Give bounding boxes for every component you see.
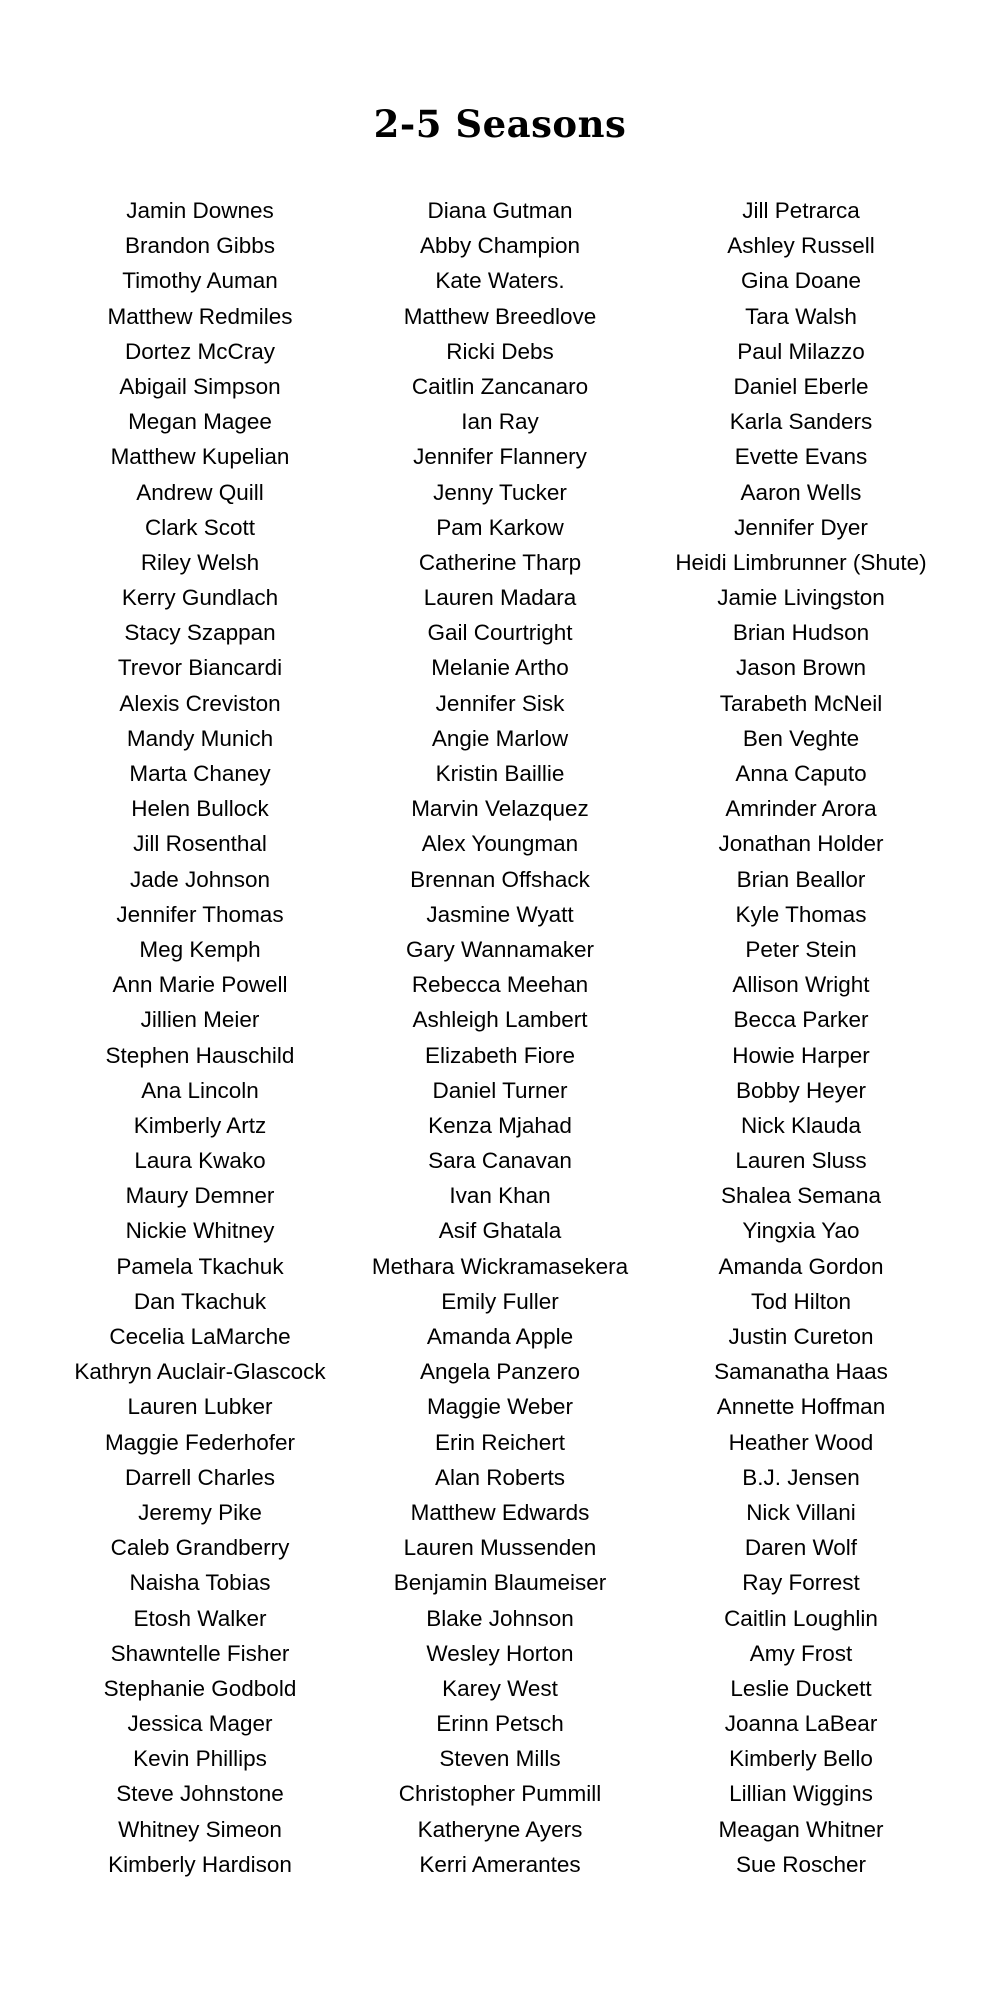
name-list-item: Alexis Creviston — [119, 690, 281, 716]
name-list-item: Joanna LaBear — [724, 1711, 878, 1737]
name-list-item: Ian Ray — [461, 409, 539, 435]
name-list-item: Kimberly Hardison — [108, 1851, 292, 1877]
name-list-item: Jill Petrarca — [742, 198, 860, 223]
name-list-item: Allison Wright — [732, 972, 870, 998]
name-list-item: Andrew Quill — [136, 479, 264, 505]
name-list-item: Justin Cureton — [728, 1324, 874, 1349]
name-list-item: Shalea Semana — [720, 1183, 882, 1209]
name-list-item: Gail Courtright — [427, 620, 573, 646]
name-list-item: Abigail Simpson — [119, 373, 281, 399]
name-list-item: Paul Milazzo — [737, 338, 865, 364]
name-list-item: Ashleigh Lambert — [412, 1007, 588, 1033]
name-list-item: Kevin Phillips — [133, 1746, 267, 1772]
name-list-item: Shawntelle Fisher — [110, 1640, 290, 1666]
name-list-item: Mandy Munich — [126, 725, 274, 751]
name-list-item: Nick Villani — [746, 1499, 856, 1525]
name-list-item: Tod Hilton — [750, 1288, 852, 1314]
name-list-item: Erinn Petsch — [436, 1711, 564, 1737]
name-list-item: Sara Canavan — [428, 1148, 572, 1174]
name-list-item: Daniel Turner — [432, 1077, 568, 1103]
name-list-item: Maury Demner — [125, 1183, 275, 1209]
name-list-item: Benjamin Blaumeiser — [393, 1570, 607, 1596]
name-list-item: Jillien Meier — [140, 1007, 260, 1033]
name-list-item: Abby Champion — [419, 233, 581, 259]
name-list-item: Ben Veghte — [742, 725, 860, 751]
name-list-item: Blake Johnson — [426, 1605, 574, 1631]
name-list-item: Pamela Tkachuk — [116, 1253, 284, 1279]
name-list-item: Lauren Sluss — [735, 1148, 867, 1174]
name-column-1 — [35, 193, 365, 1882]
name-list-item: Nick Klauda — [740, 1112, 862, 1138]
name-list-item: Riley Welsh — [140, 549, 260, 575]
name-list-item: Aaron Wells — [740, 479, 862, 505]
name-column-3 — [636, 193, 966, 1882]
name-list-item: Matthew Kupelian — [110, 444, 290, 470]
name-list-item: Jamie Livingston — [717, 585, 885, 611]
name-list-item: Brennan Offshack — [410, 866, 590, 892]
name-list-item: Amanda Apple — [426, 1324, 574, 1349]
name-list-item: Jennifer Thomas — [116, 901, 284, 927]
name-list-item: Daren Wolf — [744, 1535, 858, 1561]
name-list-item: Gina Doane — [740, 268, 862, 294]
name-list-item: Alan Roberts — [434, 1464, 566, 1490]
name-list-item: Asif Ghatala — [438, 1218, 562, 1244]
name-list-item: Kate Waters. — [435, 268, 565, 294]
name-list-item: Howie Harper — [732, 1042, 870, 1068]
name-list-item: Matthew Edwards — [410, 1499, 590, 1525]
name-list-item: Kenza Mjahad — [428, 1112, 572, 1138]
name-list-item: Stacy Szappan — [124, 620, 276, 646]
name-list-item: Catherine Tharp — [418, 549, 582, 575]
name-list-item: Lauren Madara — [423, 585, 577, 611]
name-list-item: Ashley Russell — [727, 233, 875, 259]
name-list-item: Kerri Amerantes — [419, 1851, 581, 1877]
name-list-item: Ana Lincoln — [141, 1077, 259, 1103]
name-list-item: Maggie Federhofer — [104, 1429, 296, 1455]
name-list-item: Steve Johnstone — [116, 1781, 284, 1807]
name-list-item: Karla Sanders — [729, 409, 873, 435]
name-list-item: Lauren Lubker — [127, 1394, 273, 1420]
name-list-item: Stephen Hauschild — [105, 1042, 295, 1068]
name-list-item: Heidi Limbrunner (Shute) — [675, 549, 927, 575]
name-list-item: Pam Karkow — [436, 514, 564, 540]
name-list-item: Jeremy Pike — [138, 1499, 262, 1525]
name-list-item: Whitney Simeon — [118, 1816, 282, 1842]
name-list-item: Matthew Redmiles — [107, 303, 293, 329]
name-list-item: Megan Magee — [128, 409, 272, 435]
name-list-item: Jenny Tucker — [433, 479, 567, 505]
name-list-item: Jennifer Flannery — [413, 444, 587, 470]
name-list-item: Jason Brown — [735, 655, 867, 681]
name-list-item: Rebecca Meehan — [411, 972, 589, 998]
name-list-item: Nickie Whitney — [125, 1218, 275, 1244]
name-list-item: Melanie Artho — [431, 655, 569, 681]
name-list-item: Emily Fuller — [441, 1288, 559, 1314]
name-list-item: Annette Hoffman — [716, 1394, 886, 1420]
name-list-item: Angie Marlow — [431, 725, 569, 751]
name-list-item: Amanda Gordon — [718, 1253, 884, 1279]
name-list-item: Kristin Baillie — [435, 761, 565, 786]
name-list-item: Ricki Debs — [446, 338, 554, 364]
name-list-item: Methara Wickramasekera — [371, 1253, 629, 1279]
name-list-item: Steven Mills — [439, 1746, 561, 1772]
name-list-item: Jamin Downes — [126, 198, 274, 223]
name-list-item: Dortez McCray — [124, 338, 276, 364]
name-list-item: Meagan Whitner — [718, 1816, 884, 1842]
name-list-item: Caitlin Loughlin — [724, 1605, 878, 1631]
name-list-item: Christopher Pummill — [398, 1781, 602, 1807]
name-list-item: Ivan Khan — [449, 1183, 551, 1209]
name-list-item: Kimberly Artz — [133, 1112, 267, 1138]
name-list-item: Leslie Duckett — [730, 1675, 872, 1701]
name-list-item: Darrell Charles — [124, 1464, 276, 1490]
name-list-item: Brian Hudson — [732, 620, 870, 646]
name-list-item: Jade Johnson — [129, 866, 271, 892]
name-list-item: Diana Gutman — [427, 198, 573, 223]
name-list-item: Wesley Horton — [426, 1640, 574, 1666]
name-list-item: Kathryn Auclair-Glascock — [74, 1359, 326, 1385]
name-list-item: Amy Frost — [749, 1640, 853, 1666]
name-list-item: Yingxia Yao — [742, 1218, 860, 1244]
name-list-item: Bobby Heyer — [735, 1077, 867, 1103]
name-list-item: Ann Marie Powell — [112, 972, 288, 998]
name-list-item: Brandon Gibbs — [124, 233, 276, 259]
name-list-item: Clark Scott — [144, 514, 256, 540]
name-list-item: Karey West — [442, 1675, 558, 1701]
name-list-item: Meg Kemph — [139, 936, 261, 962]
name-list-item: Evette Evans — [734, 444, 868, 470]
name-list-item: Elizabeth Fiore — [424, 1042, 576, 1068]
name-list-item: Cecelia LaMarche — [109, 1324, 291, 1349]
name-list-item: Amrinder Arora — [725, 796, 877, 822]
name-list-item: Sue Roscher — [735, 1851, 867, 1877]
name-list-item: Lillian Wiggins — [729, 1781, 873, 1807]
name-list-item: Kyle Thomas — [735, 901, 867, 927]
name-list-item: Kimberly Bello — [729, 1746, 873, 1772]
name-list-item: Marvin Velazquez — [411, 796, 589, 822]
name-list-item: Stephanie Godbold — [103, 1675, 297, 1701]
name-list-item: Helen Bullock — [131, 796, 269, 822]
name-list-item: Daniel Eberle — [733, 373, 869, 399]
name-list-item: B.J. Jensen — [742, 1464, 860, 1490]
page-title: 2-5 Seasons — [373, 102, 627, 146]
name-list-item: Marta Chaney — [129, 761, 271, 786]
name-list-item: Alex Youngman — [421, 831, 579, 857]
name-list-item: Jennifer Dyer — [734, 514, 868, 540]
name-list-item: Trevor Biancardi — [117, 655, 283, 681]
name-list-item: Jennifer Sisk — [435, 690, 565, 716]
name-list-item: Jessica Mager — [127, 1711, 273, 1737]
name-list-item: Jasmine Wyatt — [426, 901, 574, 927]
name-list-item: Naisha Tobias — [129, 1570, 271, 1596]
name-list-item: Brian Beallor — [736, 866, 866, 892]
name-list-item: Erin Reichert — [434, 1429, 566, 1455]
name-list-item: Heather Wood — [728, 1429, 874, 1455]
name-list-item: Kerry Gundlach — [121, 585, 279, 611]
name-list-item: Tara Walsh — [745, 303, 857, 329]
name-list-item: Matthew Breedlove — [403, 303, 597, 329]
name-list-item: Jonathan Holder — [718, 831, 884, 857]
name-list-item: Jill Rosenthal — [133, 831, 267, 857]
name-list-item: Caitlin Zancanaro — [411, 373, 589, 399]
name-list-item: Katheryne Ayers — [417, 1816, 583, 1842]
name-list-item: Ray Forrest — [742, 1570, 860, 1596]
name-list-item: Becca Parker — [733, 1007, 869, 1033]
name-list-item: Lauren Mussenden — [403, 1535, 597, 1561]
name-list-item: Caleb Grandberry — [110, 1535, 290, 1561]
name-list-item: Angela Panzero — [419, 1359, 581, 1385]
name-list-item: Samanatha Haas — [714, 1359, 888, 1385]
name-list-item: Etosh Walker — [133, 1605, 267, 1631]
name-column-2 — [335, 193, 665, 1882]
name-list-item: Laura Kwako — [134, 1148, 266, 1174]
name-list-item: Dan Tkachuk — [133, 1288, 267, 1314]
name-list-item: Tarabeth McNeil — [719, 690, 883, 716]
name-list-item: Peter Stein — [745, 936, 857, 962]
name-list-item: Timothy Auman — [122, 268, 278, 294]
name-list-item: Maggie Weber — [427, 1394, 573, 1420]
name-list-item: Anna Caputo — [735, 761, 867, 786]
name-list-item: Gary Wannamaker — [406, 936, 594, 962]
